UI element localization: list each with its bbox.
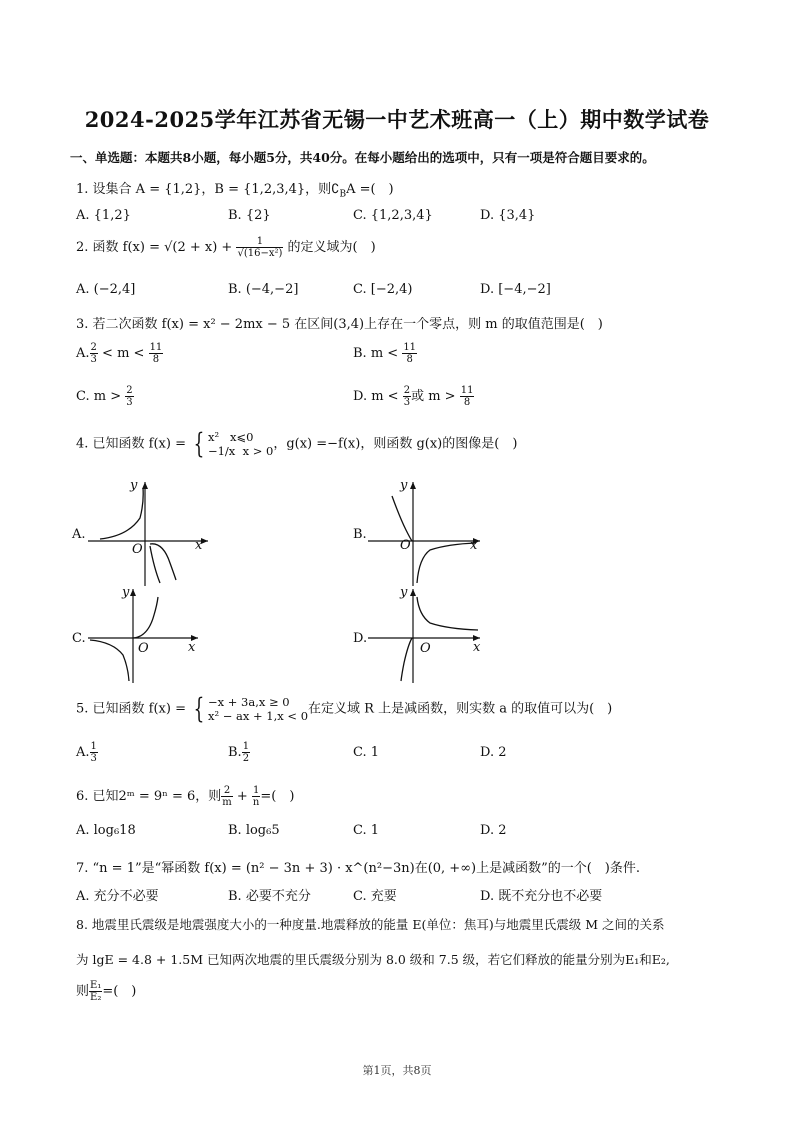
question-4-head: 4. 已知函数 f(x) = (76, 436, 191, 452)
q6-option-a: A. log₆18 (76, 823, 136, 838)
graph-c (88, 585, 208, 685)
q5-option-b (228, 741, 250, 764)
q1-option-d: D. {3,4} (480, 208, 536, 223)
graph-a-origin: O (132, 542, 143, 557)
question-1-sub: B (339, 189, 347, 200)
q3-d-num2: 11 (460, 385, 474, 396)
graph-a-label: A. (72, 527, 86, 542)
q3-d-den1: 3 (403, 397, 411, 408)
graph-a-y: y (130, 478, 138, 493)
q6-num1: 2 (221, 785, 232, 797)
q3-option-c (76, 385, 134, 408)
q3-a-mid: < m < (97, 346, 149, 361)
q5-case-2: x² − ax + 1,x < 0 (207, 709, 309, 723)
q5-b-den: 2 (242, 753, 250, 764)
question-4 (76, 427, 518, 460)
q5-option-a (76, 741, 98, 764)
q3-b-num: 11 (403, 342, 417, 353)
question-5-tail: 在定义域 R 上是减函数，则实数 a 的取值可以为( ) (308, 701, 613, 717)
fraction-numerator: 1 (236, 236, 283, 248)
q8-prefix: 则 (76, 984, 90, 999)
graph-d (368, 585, 488, 685)
question-1-text: 1. 设集合 A = {1,2}，B = {1,2,3,4}，则∁ (76, 182, 340, 197)
graph-d-x: x (473, 640, 481, 655)
q3-a-num1: 2 (90, 342, 97, 353)
case-1-cond: x⩽0 (230, 430, 254, 444)
case-2-expr: −1/x (207, 444, 236, 458)
question-2-tail: 的定义域为( ) (287, 240, 376, 255)
q5-option-d: D. 2 (480, 745, 507, 760)
q3-d-label: D. m < (353, 389, 403, 404)
graph-a (88, 478, 218, 588)
q3-b-den: 8 (406, 354, 413, 365)
question-1-tail: A =( ) (346, 182, 394, 197)
q6-num2: 1 (252, 785, 260, 796)
section-heading: 一、单选题：本题共8小题，每小题5分，共40分。在每小题给出的选项中，只有一项是符合题目要求的。 (70, 150, 655, 165)
graph-d-y: y (400, 585, 408, 600)
q2-option-c: C. [−2,4) (353, 282, 413, 297)
q2-option-a: A. (−2,4] (76, 282, 136, 297)
graph-c-y: y (122, 585, 130, 600)
q5-option-c: C. 1 (353, 745, 380, 760)
brace-icon: { (193, 427, 205, 460)
q5-a-den: 3 (90, 753, 97, 764)
q5-a-num: 1 (90, 741, 97, 752)
q5-b-label: B. (228, 745, 242, 760)
q1-option-b: B. {2} (228, 208, 271, 223)
question-4-cases (208, 430, 273, 458)
graph-c-label: C. (72, 631, 86, 646)
question-8-line-1: 8. 地震里氏震级是地震强度大小的一种度量.地震释放的能量 E(单位：焦耳)与地震里氏震级 M 之间的关系 (76, 917, 665, 932)
graph-b (368, 478, 488, 588)
q6-option-b: B. log₆5 (228, 823, 280, 838)
q7-option-c: C. 充要 (353, 889, 397, 904)
graph-c-origin: O (138, 641, 149, 656)
graph-d-label: D. (353, 631, 368, 646)
q5-case-1: −x + 3a,x ≥ 0 (207, 695, 290, 709)
question-5-head: 5. 已知函数 f(x) = (76, 701, 191, 717)
q3-c-den: 3 (126, 397, 133, 408)
question-2-head: 2. 函数 f(x) = √(2 + x) + (76, 240, 237, 255)
q6-den2: n (252, 797, 260, 808)
q3-a-den2: 8 (152, 354, 160, 365)
q3-option-d (353, 385, 474, 408)
question-6-tail: =( ) (260, 789, 295, 804)
case-2-cond: x > 0 (242, 444, 274, 458)
q5-a-label: A. (76, 745, 90, 760)
question-7: 7. “n = 1”是“幂函数 f(x) = (n² − 3n + 3) · x^(n²−3n)在(0, +∞)上是减函数”的一个( )条件. (76, 861, 641, 876)
graph-b-label: B. (353, 527, 367, 542)
q3-a-label: A. (76, 346, 90, 361)
q3-c-label: C. m > (76, 389, 126, 404)
question-6 (76, 785, 294, 808)
q1-option-a: A. {1,2} (76, 208, 131, 223)
question-5-cases (208, 695, 308, 723)
q2-option-d: D. [−4,−2] (480, 282, 551, 297)
q3-option-a (76, 342, 163, 365)
q7-option-a: A. 充分不必要 (76, 889, 159, 904)
q1-option-c: C. {1,2,3,4} (353, 208, 433, 223)
graph-b-x: x (470, 538, 478, 553)
graph-c-x: x (188, 640, 196, 655)
question-1 (76, 178, 394, 200)
graph-d-origin: O (420, 641, 431, 656)
graph-b-origin: O (400, 538, 411, 553)
question-8-line-3 (76, 980, 136, 1003)
q3-d-num1: 2 (403, 385, 411, 396)
q3-a-num2: 11 (149, 342, 163, 353)
q5-b-num: 1 (242, 741, 250, 752)
question-2 (76, 236, 376, 259)
fraction-denominator: √(16−x²) (237, 248, 283, 259)
q8-den: E₂ (90, 992, 102, 1003)
q2-option-b: B. (−4,−2] (228, 282, 299, 297)
q3-b-label: B. m < (353, 346, 403, 361)
q3-c-num: 2 (126, 385, 133, 396)
exam-title: 2024-2025学年江苏省无锡一中艺术班高一（上）期中数学试卷 (84, 107, 710, 132)
question-5 (76, 692, 613, 725)
q6-option-d: D. 2 (480, 823, 507, 838)
q7-option-d: D. 既不充分也不必要 (480, 889, 603, 904)
q7-option-b: B. 必要不充分 (228, 889, 311, 904)
q6-option-c: C. 1 (353, 823, 380, 838)
case-1-expr: x² (207, 430, 220, 444)
q6-den1: m (222, 797, 232, 808)
q6-plus: + (232, 789, 252, 804)
graph-b-y: y (400, 478, 408, 493)
question-4-tail: ，g(x) =−f(x)，则函数 g(x)的图像是( ) (273, 436, 518, 452)
question-6-head: 6. 已知2ᵐ = 9ⁿ = 6，则 (76, 789, 222, 804)
page-footer: 第1页，共8页 (362, 1064, 432, 1077)
q3-a-den1: 3 (90, 354, 97, 365)
q8-tail: =( ) (102, 984, 137, 999)
question-2-fraction (236, 236, 283, 259)
question-8-line-2: 为 lgE = 4.8 + 1.5M 已知两次地震的里氏震级分别为 8.0 级和 7.5 级，若它们释放的能量分别为E₁和E₂, (76, 952, 670, 967)
q3-d-mid: 或 m > (411, 389, 460, 404)
brace-icon: { (193, 692, 205, 725)
graph-a-x: x (195, 538, 203, 553)
q8-num: E₁ (90, 980, 102, 991)
question-3: 3. 若二次函数 f(x) = x² − 2mx − 5 在区间(3,4)上存在一个零点，则 m 的取值范围是( ) (76, 317, 603, 332)
q3-option-b (353, 342, 417, 365)
q3-d-den2: 8 (463, 397, 471, 408)
